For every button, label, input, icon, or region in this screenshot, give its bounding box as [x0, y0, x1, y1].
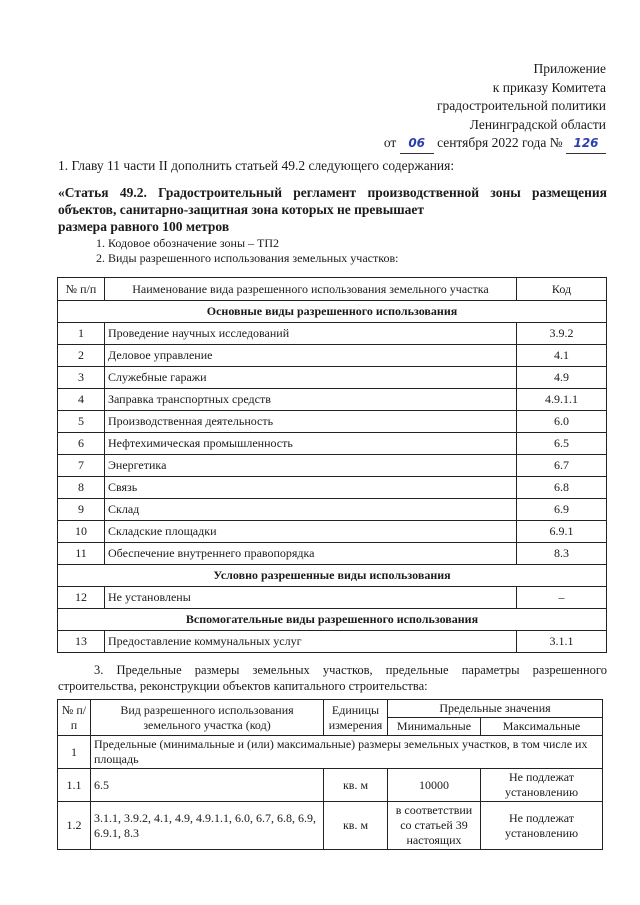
row-code: 6.7 [517, 455, 607, 477]
table-row [58, 769, 603, 802]
row-code: 6.9.1 [517, 521, 607, 543]
row-code: 3.9.2 [517, 323, 607, 345]
appendix-title: Приложение [533, 61, 606, 76]
date-prefix: от [383, 135, 397, 150]
row-number: 7 [58, 455, 105, 477]
header-name: Наименование вида разрешенного использования земельного участка [105, 278, 517, 301]
row-name: Деловое управление [105, 345, 517, 367]
row-code: 4.9.1.1 [517, 389, 607, 411]
section-row [58, 609, 607, 631]
row-code: 4.9 [517, 367, 607, 389]
row-code: 6.9 [517, 499, 607, 521]
row-code: – [517, 587, 607, 609]
row-number: 1 [58, 736, 91, 769]
row-number: 9 [58, 499, 105, 521]
appendix-order-ref: к приказу Комитета [492, 79, 606, 95]
row-number: 5 [58, 411, 105, 433]
section-row [58, 565, 607, 587]
section-main-title: Основные виды разрешенного использования [58, 301, 607, 323]
row-name: Нефтехимическая промышленность [105, 433, 517, 455]
table-row [58, 345, 607, 367]
row-kind: 6.5 [91, 769, 324, 802]
row-code: 8.3 [517, 543, 607, 565]
row-unit: кв. м [324, 769, 388, 802]
row-name: Связь [105, 477, 517, 499]
appendix-committee: градостроительной политики [436, 98, 606, 113]
row-number: 4 [58, 389, 105, 411]
date-rest: сентября 2022 года № [437, 135, 563, 150]
header-code: Код [517, 278, 607, 301]
section-row [58, 301, 607, 323]
row-name: Обеспечение внутреннего правопорядка [105, 543, 517, 565]
zone-code-line: 1. Кодовое обозначение зоны – ТП2 [96, 236, 280, 250]
row-number: 1.1 [58, 769, 91, 802]
table-row [58, 631, 607, 653]
intro-paragraph: 1. Главу 11 части II дополнить статьей 49.2 следующего содержания: [58, 158, 455, 173]
row-number: 13 [58, 631, 105, 653]
row-kind: 3.1.1, 3.9.2, 4.1, 4.9, 4.9.1.1, 6.0, 6.7, 6.8, 6.9, 6.9.1, 8.3 [91, 802, 324, 850]
main-rows [58, 323, 607, 565]
row-code: 6.5 [517, 433, 607, 455]
row-name: Служебные гаражи [105, 367, 517, 389]
uses-line: 2. Виды разрешенного использования земельных участков: [96, 251, 399, 265]
row-number: 1.2 [58, 802, 91, 850]
row-name: Энергетика [105, 455, 517, 477]
limits-header-row [58, 700, 603, 718]
row-code: 4.1 [517, 345, 607, 367]
row-unit: кв. м [324, 802, 388, 850]
table-row [58, 411, 607, 433]
row-name: Склад [105, 499, 517, 521]
limits-header-kind: Вид разрешенного использования земельного участка (код) [91, 700, 324, 736]
paragraph-3: 3. Предельные размеры земельных участков, предельные параметры разрешенного строительства, реконструкции объектов капитального строительства: [58, 663, 607, 693]
table-row [58, 521, 607, 543]
appendix-region: Ленинградской области [469, 116, 606, 132]
table-row [58, 499, 607, 521]
table-header-row [58, 278, 607, 301]
table-row [58, 587, 607, 609]
row-name: Проведение научных исследований [105, 323, 517, 345]
order-number-handwritten: 126 [566, 134, 606, 154]
table-row [58, 802, 603, 850]
table-row [58, 543, 607, 565]
table-row [58, 433, 607, 455]
table-row [58, 323, 607, 345]
row-number: 3 [58, 367, 105, 389]
limits-header-unit: Единицы измерения [324, 700, 388, 736]
row-max: Не подлежат установлению [481, 769, 603, 802]
appendix-header [384, 60, 606, 154]
article-title [58, 184, 607, 235]
row-number: 1 [58, 323, 105, 345]
limits-header-num: № п/п [58, 700, 91, 736]
table-row [58, 736, 603, 769]
section-conditional-title: Условно разрешенные виды использования [58, 565, 607, 587]
table-row [58, 477, 607, 499]
row-min: 10000 [388, 769, 481, 802]
conditional-rows [58, 587, 607, 609]
uses-table [57, 277, 607, 653]
article-title-end: размера равного 100 метров [58, 219, 230, 234]
table-row [58, 367, 607, 389]
row-name: Заправка транспортных средств [105, 389, 517, 411]
row-name: Складские площадки [105, 521, 517, 543]
row-number: 6 [58, 433, 105, 455]
row-name: Производственная деятельность [105, 411, 517, 433]
row-number: 2 [58, 345, 105, 367]
row-code: 6.0 [517, 411, 607, 433]
appendix-date-line [384, 134, 606, 154]
row-number: 8 [58, 477, 105, 499]
row-number: 11 [58, 543, 105, 565]
section-auxiliary-title: Вспомогательные виды разрешенного использования [58, 609, 607, 631]
row-text: Предельные (минимальные и (или) максимальные) размеры земельных участков, в том числе их площадь [91, 736, 603, 769]
auxiliary-rows [58, 631, 607, 653]
article-title-main: «Статья 49.2. Градостроительный регламент производственной зоны размещения объектов, санитарно-защитная зона которых не превышает [58, 185, 607, 217]
row-max: Не подлежат установлению [481, 802, 603, 850]
row-code: 3.1.1 [517, 631, 607, 653]
table-row [58, 455, 607, 477]
row-name: Предоставление коммунальных услуг [105, 631, 517, 653]
date-day-handwritten: 06 [400, 134, 434, 154]
row-code: 6.8 [517, 477, 607, 499]
limits-header-min: Минимальные [388, 718, 481, 736]
limits-header-values: Предельные значения [388, 700, 603, 718]
table-row [58, 389, 607, 411]
header-num: № п/п [58, 278, 105, 301]
limits-header-max: Максимальные [481, 718, 603, 736]
row-number: 10 [58, 521, 105, 543]
row-number: 12 [58, 587, 105, 609]
limits-table [57, 699, 603, 850]
row-name: Не установлены [105, 587, 517, 609]
row-min: в соответствии со статьей 39 настоящих [388, 802, 481, 850]
